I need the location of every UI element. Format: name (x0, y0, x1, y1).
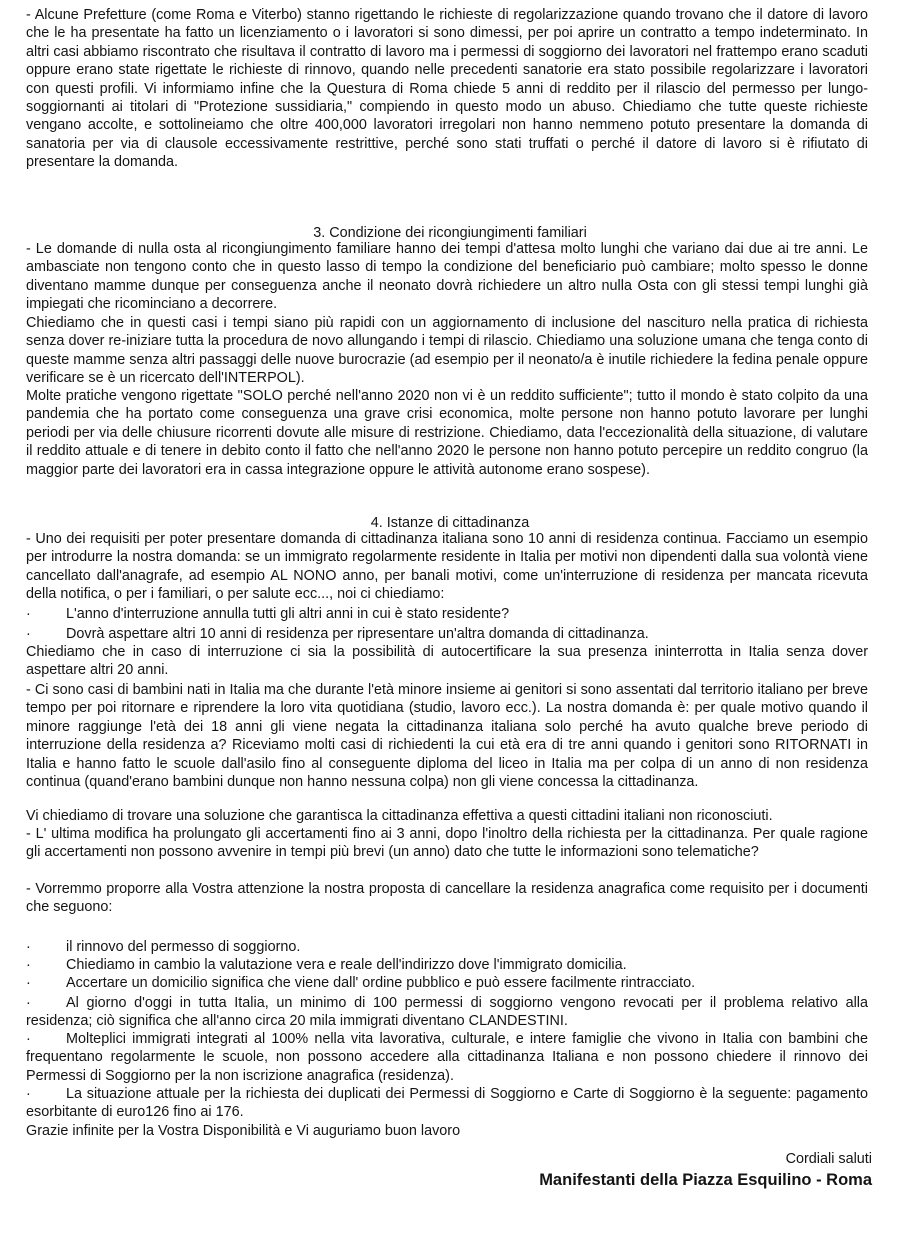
section-4-heading: 4. Istanze di cittadinanza (370, 515, 530, 531)
section-4-paragraph-6: - Vorremmo proporre alla Vostra attenzione la nostra proposta di cancellare la residenza anagrafica come requisito per i documenti che seguono: (26, 881, 868, 916)
sanatoria-paragraph: - Alcune Prefetture (come Roma e Viterbo) stanno rigettando le richieste di regolarizzazione quando trovano che il datore di lavoro che le ha presentate ha fatto un licenziamento o i lavoratori si sono dimessi, per poi aprire un contratto a tempo indeterminato. In altri casi abbiamo riscontrato che risultava il contratto di lavoro ma i permessi di soggiorno dei lavoratori nel frattempo erano scaduti oppure erano state rigettate le richieste di rinnovo, quando nelle precedenti sanatorie era stato possibile regolarizzare i lavoratori con questi profili. Vi informiamo infine che la Questura di Roma chiede 5 anni di reddito per il rilascio del permesso per lungo-soggiornanti ai titolari di "Protezione sussidiaria," compiendo in questo modo un abuso. Chiediamo che tutte queste richieste vengano accolte, e sottolineiamo che oltre 400,000 lavoratori irregolari non hanno nemmeno potuto presentare la domanda di sanatoria per via di clausole eccessivamente restrittive, perché sono stati truffati o perché il datore di lavoro si è rifiutato di presentare la domanda. (26, 7, 868, 171)
section-3-paragraph-1: - Le domande di nulla osta al ricongiungimento familiare hanno dei tempi d'attesa molto lunghi che variano dai due ai tre anni. Le ambasciate non tengono conto che in questo lasso di tempo la condizione del beneficiario può cambiare; molto spesso le donne diventano mamme dunque per conseguenza anche il neonato dovrà richiedere un altro nulla Osta con gli stessi tempi lunghi già impiegati che ricominciano a decorrere. (26, 241, 868, 313)
bullet-text: il rinnovo del permesso di soggiorno. (66, 939, 301, 955)
bullet-dot: · (26, 606, 31, 622)
bullet-dot: · (26, 626, 31, 642)
bullet-text: La situazione attuale per la richiesta dei duplicati dei Permessi di Soggiorno e Carte di Soggiorno è la seguente: pagamento esorbitante di euro126 fino ai 176. (26, 1086, 868, 1121)
bullet-text: Accertare un domicilio significa che viene dall' ordine pubblico e può essere facilmente rintracciato. (66, 975, 696, 991)
signature: Manifestanti della Piazza Esquilino - Roma (539, 1171, 872, 1189)
bullet-text: L'anno d'interruzione annulla tutti gli altri anni in cui è stato residente? (66, 606, 510, 622)
thanks-line: Grazie infinite per la Vostra Disponibilità e Vi auguriamo buon lavoro (26, 1123, 461, 1139)
section-4-paragraph-2: Chiediamo che in caso di interruzione ci sia la possibilità di autocertificare la sua presenza ininterrotta in Italia senza dover aspettare altri 20 anni. (26, 644, 868, 679)
proposal-bullet-1 (26, 938, 868, 956)
question-bullet-1 (26, 605, 868, 623)
proposal-bullet-2 (26, 956, 868, 974)
bullet-dot: · (26, 939, 31, 955)
proposal-bullet-6 (26, 1085, 868, 1122)
bullet-dot: · (26, 1086, 31, 1102)
bullet-dot: · (26, 957, 31, 973)
closing-greeting: Cordiali saluti (785, 1151, 872, 1167)
proposal-bullet-3 (26, 974, 868, 992)
proposal-bullet-5 (26, 1030, 868, 1085)
section-4-paragraph-1: - Uno dei requisiti per poter presentare domanda di cittadinanza italiana sono 10 anni di residenza continua. Facciamo un esempio per introdurre la nostra domanda: se un immigrato regolarmente residente in Italia per motivi non dipendenti dalla sua volontà viene cancellato dall'anagrafe, ad esempio AL NONO anno, per banali motivi, come un'interruzione di residenza per mancata ricevuta della notifica, o per i familiari, o per salute ecc..., noi ci chiediamo: (26, 531, 868, 603)
bullet-dot: · (26, 1031, 31, 1047)
bullet-text: Al giorno d'oggi in tutta Italia, un minimo di 100 permessi di soggiorno vengono revocati per il problema relativo alla residenza; ciò significa che all'anno circa 20 mila immigrati diventano CLANDESTINI. (26, 995, 868, 1030)
question-bullet-2 (26, 625, 868, 643)
bullet-text: Molteplici immigrati integrati al 100% nella vita lavorativa, culturale, e intere famiglie che vivono in Italia con bambini che frequentano regolarmente le scuole, non possono accedere alla cittadinanza Italiana e non possono chiedere il rinnovo dei Permessi di Soggiorno per la non iscrizione anagrafica (residenza). (26, 1031, 868, 1084)
section-3-heading: 3. Condizione dei ricongiungimenti familiari (313, 225, 587, 241)
section-3-paragraph-3: Molte pratiche vengono rigettate "SOLO perché nell'anno 2020 non vi è un reddito sufficiente"; tutto il mondo è stato colpito da una pandemia che ha portato come conseguenza una grave crisi economica, molte persone non hanno potuto lavorare per lunghi periodi per via delle chiusure ricorrenti dovute alle misure di restrizione. Chiediamo, data l'eccezionalità della situazione, di valutare il reddito attuale e di tenere in debito conto il fatto che nell'anno 2020 le persone non hanno potuto percepire un reddito congruo (la maggior parte dei lavoratori era in cassa integrazione oppure le attività autonome erano sospese). (26, 388, 868, 478)
bullet-dot: · (26, 975, 31, 991)
bullet-dot: · (26, 995, 31, 1011)
section-4-paragraph-5: - L' ultima modifica ha prolungato gli accertamenti fino ai 3 anni, dopo l'inoltro della richiesta per la cittadinanza. Per quale ragione gli accertamenti non possono avvenire in tempi più brevi (un anno) dato che tutte le informazioni sono telematiche? (26, 826, 868, 861)
section-4-paragraph-3: - Ci sono casi di bambini nati in Italia ma che durante l'età minore insieme ai genitori si sono assentati dal territorio italiano per breve tempo per poi ritornare e riprendere la loro vita quotidiana (studio, lavoro ecc.). La nostra domanda è: per quale motivo quando il minore raggiunge l'età dei 18 anni gli viene negata la cittadinanza italiana solo perché ha avuto qualche breve periodo di interruzione della residenza a? Riceviamo molti casi di richiedenti la cui età era di tre anni quando i genitori sono RITORNATI in Italia e hanno fatto le scuole dall'asilo fino al conseguente diploma del liceo in Italia ma per colpa di un anno di non residenza continua (quand'erano bambini dunque non hanno nessuna colpa) non gli viene concessa la cittadinanza. (26, 682, 868, 791)
section-4-paragraph-4: Vi chiediamo di trovare una soluzione che garantisca la cittadinanza effettiva a questi cittadini italiani non riconosciuti. (26, 808, 773, 824)
section-3-paragraph-2: Chiediamo che in questi casi i tempi siano più rapidi con un aggiornamento di inclusione del nascituro nella pratica di richiesta senza dover re-iniziare tutta la procedura de novo allungando i tempi di rilascio. Chiediamo una soluzione umana che tenga conto di queste mamme senza altri passaggi delle nuove burocrazie (ad esempio per il neonato/a è inutile richiedere la fedina penale oppure verificare se è un ricercato dell'INTERPOL). (26, 315, 868, 387)
proposal-bullet-4 (26, 994, 868, 1031)
bullet-text: Dovrà aspettare altri 10 anni di residenza per ripresentare un'altra domanda di cittadinanza. (66, 626, 649, 642)
bullet-text: Chiediamo in cambio la valutazione vera e reale dell'indirizzo dove l'immigrato domicilia. (66, 957, 627, 973)
